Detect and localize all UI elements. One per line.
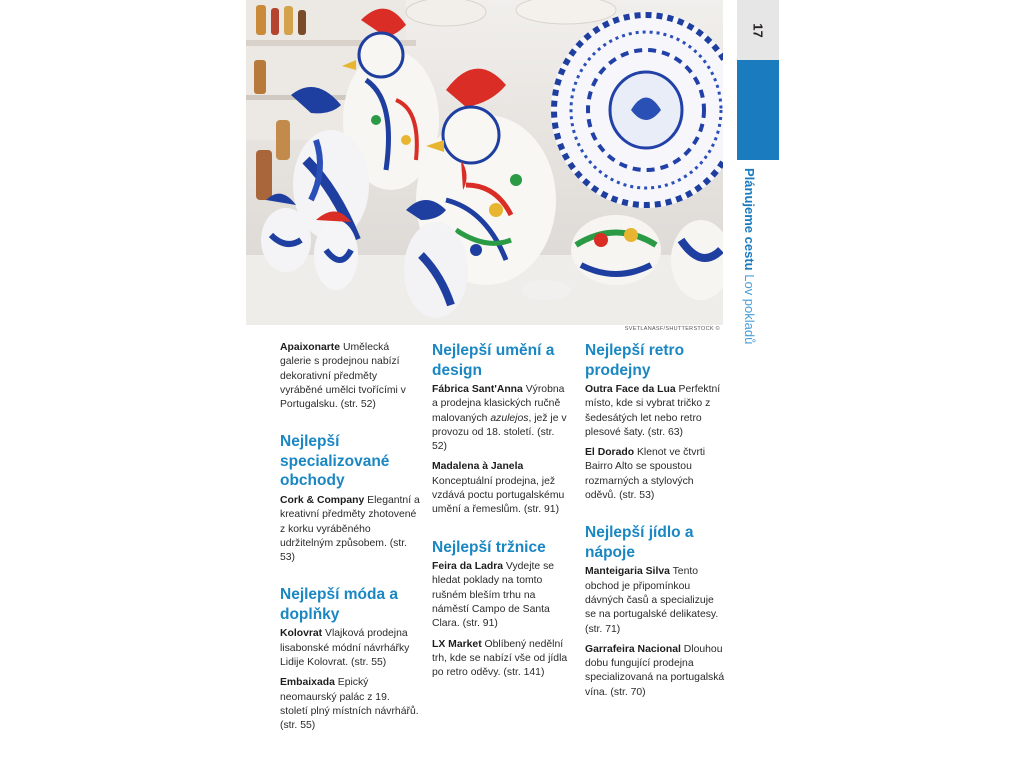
listing-apaixonarte: Apaixonarte Umělecká galerie s prodejnou nabízí dekorativní předměty vyráběné umělci tvořícími v Portugalsku. (str. 52) xyxy=(280,342,406,411)
photo-illustration xyxy=(246,0,723,325)
column-1 xyxy=(280,341,420,740)
column-3 xyxy=(585,341,725,706)
column-2 xyxy=(432,341,572,687)
heading-retro-shops: Nejlepší retro prodejny xyxy=(585,342,685,379)
chapter-title: Plánujeme cestu Lov pokladů xyxy=(742,168,757,345)
page-number: 17 xyxy=(750,22,766,38)
heading-markets: Nejlepší tržnice xyxy=(432,538,546,556)
listing-garrafeira-nacional: Garrafeira Nacional Dlouhou dobu fungující prodejna specializovaná na portugalská vína. (str. 70) xyxy=(585,643,725,698)
heading-fashion: Nejlepší móda a doplňky xyxy=(280,586,399,623)
heading-food-drink: Nejlepší jídlo a nápoje xyxy=(585,524,694,561)
listing-fabrica-santanna: Fábrica Sant'Anna Výrobna a prodejna klasických ručně malovaných azulejos, jež je v provozu od 18. století. (str. 52) xyxy=(432,384,567,453)
listing-feira-da-ladra: Feira da Ladra Vydejte se hledat poklady na tomto rušném bleším trhu na náměstí Campo de Santa Clara. (str. 91) xyxy=(432,561,555,630)
listing-madalena-a-janela: Madalena à Janela Konceptuální prodejna, jež vzdává poctu portugalskému umění a řemeslům. (str. 91) xyxy=(432,461,565,516)
ceramic-roosters-photo xyxy=(246,0,723,325)
listing-cork-company: Cork & Company Elegantní a kreativní předměty zhotovené z korku vyráběného udržitelným způsobem. (str. 53) xyxy=(280,494,420,564)
listing-el-dorado: El Dorado Klenot ve čtvrti Bairro Alto se spoustou rozmarných a stylových oděvů. (str. 53) xyxy=(585,447,706,502)
listing-embaixada: Embaixada Epický neomaurský palác z 19. století plný místních návrhářů. (str. 55) xyxy=(280,677,419,732)
book-page xyxy=(246,0,779,768)
listing-manteigaria-silva: Manteigaria Silva Tento obchod je připomínkou dávných časů a specializuje se na portugalské delikatesy. (str. 71) xyxy=(585,566,719,635)
listing-outra-face-da-lua: Outra Face da Lua Perfektní místo, kde si vybrat tričko z šedesátých let nebo retro plesové šaty. (str. 63) xyxy=(585,384,721,438)
chapter-tab-marker xyxy=(737,60,779,160)
listing-lx-market: LX Market Oblíbený nedělní trh, kde se nabízí vše od jídla po retro oděvy. (str. 141) xyxy=(432,638,568,679)
photo-credit: SVETLANASF/SHUTTERSTOCK © xyxy=(624,326,720,332)
heading-art-design: Nejlepší umění a design xyxy=(432,342,555,379)
heading-specialized-shops: Nejlepší specializované obchody xyxy=(280,433,390,490)
listing-kolovrat: Kolovrat Vlajková prodejna lisabonské módní návrhářky Lidije Kolovrat. (str. 55) xyxy=(280,628,410,669)
